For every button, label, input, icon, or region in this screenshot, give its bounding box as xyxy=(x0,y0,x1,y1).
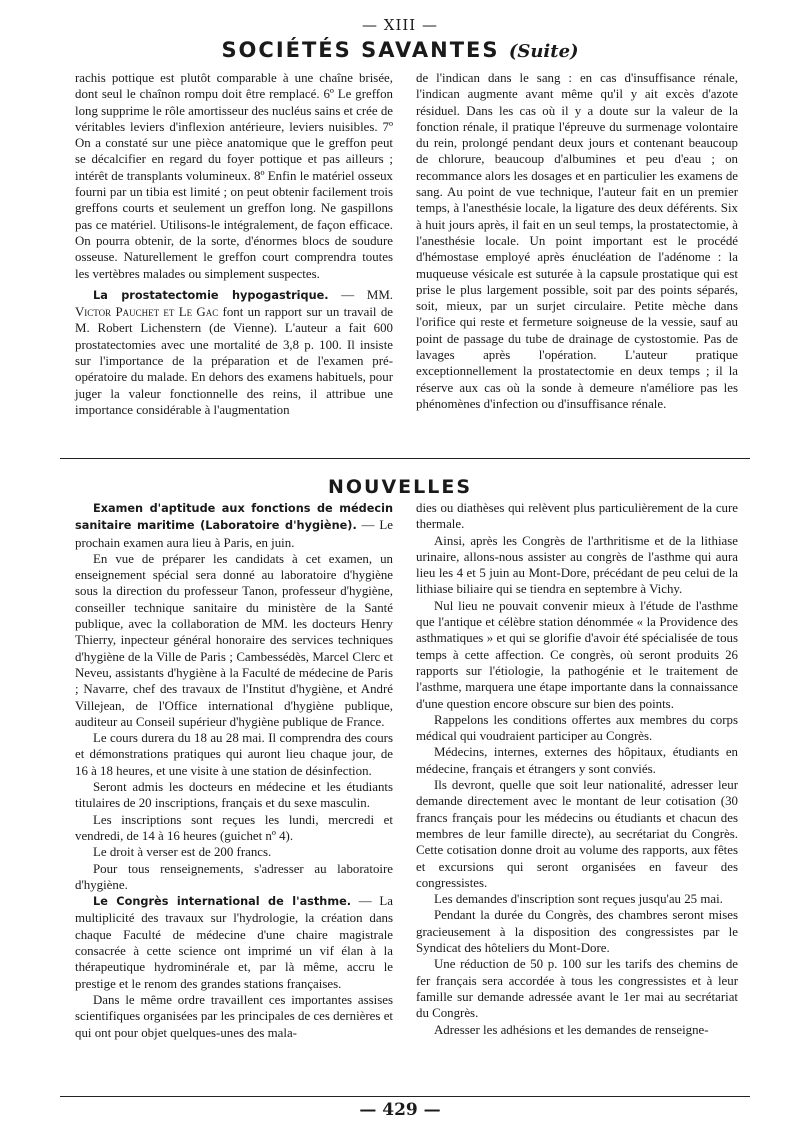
paragraph-text: — La multiplicité des travaux sur l'hydrologie, la création dans chaque Faculté de médecine d'une chaire magistrale consacrée à cette science ont imprimé un vif élan à la thérapeutique hydrominérale et, par là même, accru le prestige et le renom des grandes stations françaises. xyxy=(75,894,393,991)
paragraph: Médecins, internes, externes des hôpitaux, étudiants en médecine, français et étrangers y sont conviés. xyxy=(416,745,738,776)
paragraph: Le droit à verser est de 200 francs. xyxy=(93,845,272,860)
footer-divider xyxy=(60,1096,750,1097)
page-number-bottom: — 429 — xyxy=(359,1100,441,1120)
paragraph-text: font un rapport sur un travail de M. Robert Lichenstern (de Vienne). L'auteur a fait 600 prostatectomies avec une mortalité de 3,8 p. 100. Il insiste sur l'importance de la préparation et de l'examen pré-opératoire du malade. En dehors des examens habituels, pour juger la valeur fonctionnelle des reins, il attribue une importance considérable à l'augmentation xyxy=(75,305,393,417)
paragraph: Seront admis les docteurs en médecine et les étudiants titulaires de 20 inscriptions, français et du sexe masculin. xyxy=(75,780,393,811)
paragraph: Ils devront, quelle que soit leur nationalité, adresser leur demande directement avec le montant de leur cotisation (30 francs français pour les médecins ou étudiants et chacun des membres de leur famille directe), au secrétariat du Congrès. Cette cotisation donne droit au volume des rapports, aux fêtes et excursions qui seront organisées en faveur des congressistes. xyxy=(416,778,738,890)
paragraph-prostatectomie xyxy=(75,287,393,418)
paragraph: Une réduction de 50 p. 100 sur les tarifs des chemins de fer français sera accordée à tous les congressistes et à leur famille sur demande adressée avant le 1er mai au secrétariat du Congrès. xyxy=(416,957,738,1021)
paragraph: Dans le même ordre travaillent ces importantes assises scientifiques organisées par les principales de ces dernières et qui ont pour objet quelques-unes des mala- xyxy=(75,992,393,1040)
paragraph: En vue de préparer les candidats à cet examen, un enseignement spécial sera donné au laboratoire d'hygiène sous la direction du professeur Tanon, professeur d'hygiène, conseiller technique sanitaire du ministère de la Santé publique, avec la collaboration de MM. les docteurs Henry Thierry, inpecteur général honoraire des services techniques d'hygiène de la Ville de Paris ; Cambessédès, Marcel Clerc et Neveu, assistants d'hygiène à la Faculté de médecine de Paris ; Navarre, chef des travaux de l'Institut d'hygiène, et André Villejean, de l'Office international d'hygiène publique, auditeur au Conseil supérieur d'hygiène publique de France. xyxy=(75,551,393,729)
paragraph-text: — Le prochain examen aura lieu à Paris, en juin. xyxy=(75,518,394,550)
paragraph: dies ou diathèses qui relèvent plus particulièrement de la cure thermale. xyxy=(416,501,738,532)
paragraph: Rappelons les conditions offertes aux membres du corps médical qui voudraient participer au Congrès. xyxy=(416,712,738,744)
page-number-top: — XIII — xyxy=(362,16,438,34)
paragraph: Pour tous renseignements, s'adresser au laboratoire d'hygiène. xyxy=(75,861,393,892)
paragraph: Le cours durera du 18 au 28 mai. Il comprendra des cours et démonstrations pratiques qui auront lieu chaque jour, de 16 à 18 heures, et une visite à une station de désinfection. xyxy=(75,731,393,778)
column-bottom-left xyxy=(75,500,393,1041)
column-bottom-right xyxy=(416,500,738,1038)
runin-title: La prostatectomie hypogastrique. xyxy=(93,288,329,302)
paragraph: Pendant la durée du Congrès, des chambres seront mises gracieusement à la disposition des congressistes par le Syndicat des hôteliers du Mont-Dore. xyxy=(416,908,738,956)
paragraph: Les demandes d'inscription sont reçues jusqu'au 25 mai. xyxy=(434,892,723,907)
section-suite-label: (Suite) xyxy=(508,41,579,62)
author-names: Victor Pauchet et Le Gac xyxy=(75,305,219,320)
nouvelles-title: NOUVELLES xyxy=(327,476,473,498)
paragraph: de l'indican dans le sang : en cas d'insuffisance rénale, l'indican augmente avant même qu'il y ait excès d'azote résiduel. Dans les cas où il y a doute sur la valeur de la fonction rénale, il pratique l'épreuve du surmenage volontaire du rein, prolongé pendant deux jours et contenant beaucoup de chlorure, beaucoup d'albumines et peu d'eau ; on recommance alors les dosages et en particulier les examens de sang. Au point de vue technique, l'auteur fait en un premier temps, à l'anesthésie locale, la ligature des deux déférents. Six à huit jours après, il fait en un seul temps, la prostatectomie, à l'anesthésie locale. Un point important est le procédé d'hémostase employé après énucléation de l'adénome : la muqueuse vésicale est suturée à la capsule prostatique qui est prise le plus largement possible, soit par des points séparés, soit, mieux, par un surjet circulaire. Petite mèche dans l'orifice qui reste et fermeture soigneuse de la vessie, sauf au point de passage du tube de drainage de cystostomie. Pas de lavages après l'opération. L'auteur pratique exceptionnellement la prostatectomie en deux temps ; il la réserve aux cas où la sonde à demeure n'améliore pas les phénomènes d'infection ou d'insuffisance rénale. xyxy=(416,71,738,411)
section-header xyxy=(0,38,800,62)
dash-text: — MM. xyxy=(328,287,393,302)
paragraph-congres xyxy=(75,893,393,992)
section-divider xyxy=(60,458,750,459)
paragraph: Les inscriptions sont reçues les lundi, mercredi et vendredi, de 14 à 16 heures (guichet nº 4). xyxy=(75,812,393,843)
column-top-right xyxy=(416,70,738,412)
paragraph: rachis pottique est plutôt comparable à une chaîne brisée, dont seul le chaînon rompu doit être remplacé. 6º Le greffon long supprime le rôle amortisseur des nucléus sains et crée de véritables leviers d'inflexion antérieure, leviers nuisibles. 7º On a constaté sur une pièce anatomique que le greffon peut se décalcifier en regard du foyer pottique et pas ailleurs ; intérêt de transplants volumineux. 8º Enfin le matériel osseux fourni par un tibia est limité ; on peut obtenir facilement trois greffons courts et seulement un greffon long. Ne gaspillons pas ce matériel. Utilisons-le intégralement, de façon efficace. On pourra obtenir, de la sorte, d'énormes blocs de soudure osseuse. Naturellement le greffon court comprendra toutes les vertèbres malades ou simplement suspectes. xyxy=(75,71,393,281)
column-top-left xyxy=(75,70,393,418)
paragraph: Adresser les adhésions et les demandes de renseigne- xyxy=(434,1022,709,1037)
runin-title: Le Congrès international de l'asthme. xyxy=(93,895,352,909)
paragraph-examen xyxy=(75,500,393,551)
section-title: SOCIÉTÉS SAVANTES xyxy=(221,38,500,62)
paragraph: Nul lieu ne pouvait convenir mieux à l'étude de l'asthme que l'antique et célèbre station dénommée « la Providence des asthmatiques » et qui se glorifie d'avoir été spécialisée de tous temps à cette affection. Ce congrès, où seront produits 26 rapports sur l'étiologie, la pathogénie et le traitement de l'asthme, marquera une étape importante dans la connaissance d'une question encore obscure sur bien des points. xyxy=(416,598,738,711)
paragraph: Ainsi, après les Congrès de l'arthritisme et de la lithiase urinaire, allons-nous assister au congrès de l'asthme qui aura lieu les 4 et 5 juin au Mont-Dore, précédant de peu celui de la lithiase biliaire qui se tiendra en septembre à Vichy. xyxy=(416,533,738,597)
runin-title: Examen d'aptitude aux fonctions de médecin sanitaire maritime (Laboratoire d'hygiène). xyxy=(75,502,393,533)
